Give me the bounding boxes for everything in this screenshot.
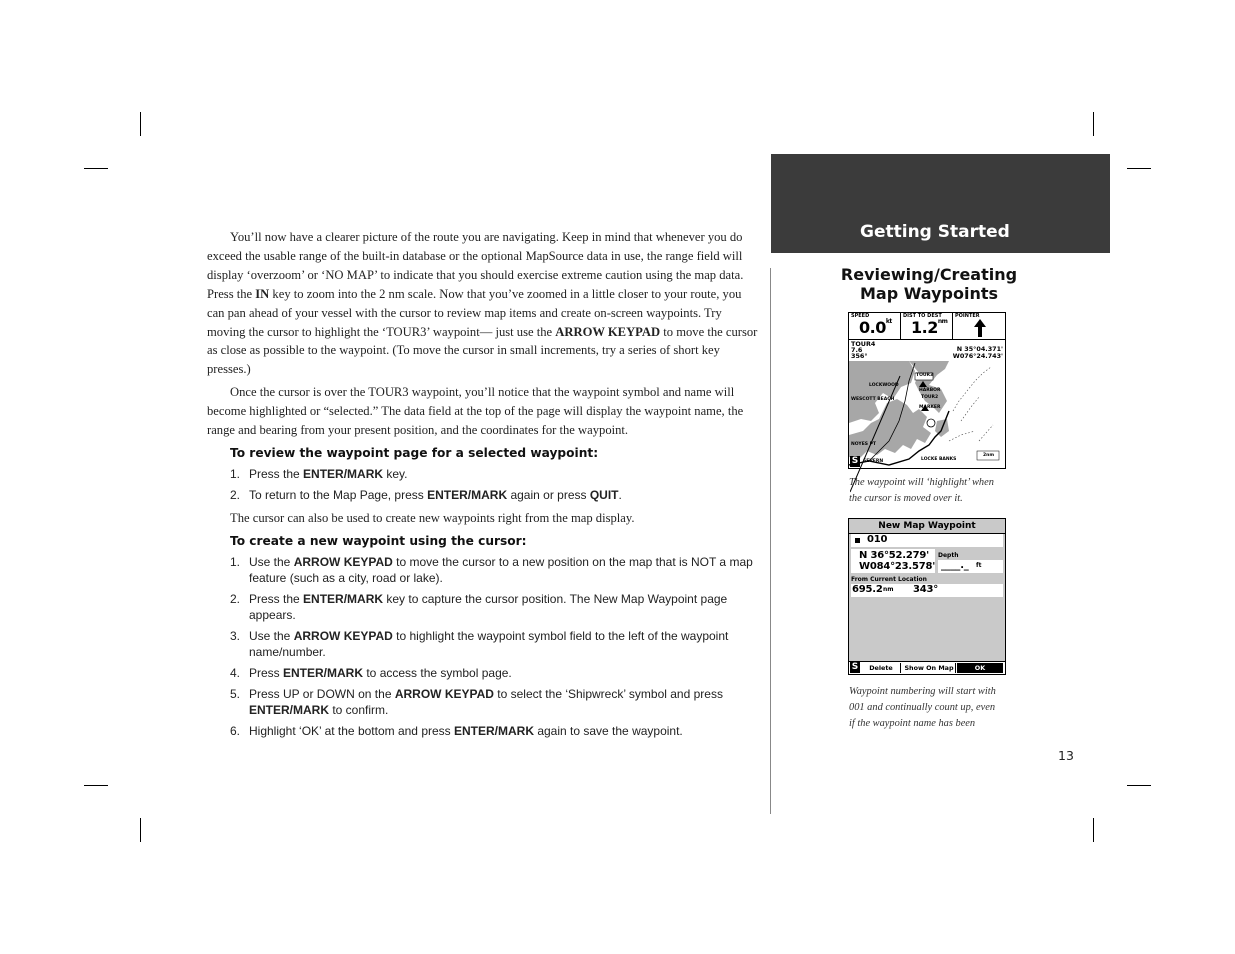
- step-text: Press the: [249, 591, 304, 606]
- step-key: ENTER/MARK: [283, 665, 364, 680]
- depth-label: Depth: [938, 552, 959, 559]
- waypoint-lat: N 36°52.279': [859, 550, 930, 561]
- review-steps-list: [207, 466, 759, 503]
- map-label: WESCOTT BEACH: [851, 397, 895, 402]
- status-badge: S: [851, 662, 859, 672]
- distance-unit: nm: [883, 586, 894, 593]
- waypoint-info-bar: [849, 339, 1005, 362]
- list-item: [207, 466, 759, 482]
- list-item: [207, 665, 759, 681]
- bearing-value: 343°: [913, 584, 939, 595]
- speed-value: 0.0: [859, 318, 886, 337]
- create-waypoint-heading: To create a new waypoint using the cursor:: [230, 533, 527, 548]
- step-key: ENTER/MARK: [454, 723, 534, 738]
- step-text: To return to the Map Page, press: [249, 487, 428, 502]
- section-banner: [771, 154, 1110, 253]
- waypoint-lon: W084°23.578': [859, 561, 936, 572]
- page-number: 13: [1058, 748, 1074, 763]
- waypoint-lon: W076°24.743': [952, 352, 1003, 360]
- para1-text-d: to move the cursor as close as possible to the waypoint. (To move the cursor in small increments, try a series of short key presses.): [207, 324, 758, 377]
- arrow-keypad-label: ARROW KEYPAD: [555, 324, 661, 339]
- step-text: Press: [249, 665, 284, 680]
- step-text: to highlight the waypoint symbol field to the left of the waypoint name/number.: [249, 628, 729, 659]
- step-text: to select the ‘Shipwreck’ symbol and press: [493, 686, 723, 701]
- crop-mark-top-left-h: [84, 168, 108, 169]
- list-item: [207, 554, 759, 586]
- map-label: NOYES PT: [851, 442, 876, 447]
- crop-mark-bottom-left-h: [84, 785, 108, 786]
- numbering-caption: [849, 684, 1009, 732]
- step-text: Highlight ‘OK’ at the bottom and press: [249, 723, 454, 738]
- step-number: 2.: [230, 591, 241, 606]
- numbering-caption-line3: if the waypoint name has been: [849, 718, 976, 729]
- waypoint-symbol-icon: [855, 538, 860, 543]
- numbering-caption-line2: 001 and continually count up, even: [849, 702, 996, 713]
- list-item: [207, 628, 759, 660]
- map-label: TOUR2: [921, 395, 939, 400]
- speed-unit: kt: [885, 318, 892, 325]
- list-item: [207, 591, 759, 623]
- step-number: 5.: [230, 686, 241, 701]
- crop-mark-top-right-h: [1127, 168, 1151, 169]
- speed-field: [849, 313, 901, 339]
- sidebar-title-line2: Map Waypoints: [859, 284, 999, 303]
- in-key-label: IN: [255, 286, 270, 301]
- step-number: 2.: [230, 487, 241, 502]
- step-number: 1.: [230, 466, 241, 481]
- status-badge: S: [851, 456, 859, 466]
- depth-unit: ft: [976, 562, 982, 569]
- step-text: Press the: [249, 466, 304, 481]
- sidebar-title-line1: Reviewing/Creating: [840, 265, 1018, 284]
- position-box: [851, 549, 935, 573]
- delete-button[interactable]: Delete: [862, 663, 901, 673]
- map-label: SEVERN: [863, 459, 884, 464]
- waypoint-button-bar: [849, 661, 1005, 674]
- step-text: to confirm.: [329, 702, 389, 717]
- main-text-column: [207, 228, 759, 745]
- section-banner-title: Getting Started: [860, 222, 1010, 242]
- from-current-location-label: From Current Location: [851, 576, 927, 583]
- waypoint-name-row: [851, 534, 1003, 547]
- step-key: ARROW KEYPAD: [293, 554, 393, 569]
- review-waypoint-heading: To review the waypoint page for a selected waypoint:: [230, 445, 599, 460]
- step-text: Use the: [249, 628, 294, 643]
- numbering-caption-line1: Waypoint numbering will start with: [849, 686, 996, 697]
- distance-label: DIST TO DEST: [903, 313, 942, 319]
- range-bearing-row: [851, 584, 1003, 597]
- third-paragraph: The cursor can also be used to create new waypoints right from the map display.: [230, 510, 635, 525]
- waypoint-bearing: 356°: [851, 352, 868, 360]
- para1-text-c: key to zoom into the 2 nm scale. Now that you’ve zoomed in a little closer to your route, you can pan ahead of your vessel with the cursor to review map items and create on-screen waypoints. Try moving the cursor to highlight the ‘TOUR3’ waypoint— just use the: [207, 286, 742, 339]
- map-label: MARKER: [919, 405, 941, 410]
- step-number: 6.: [230, 723, 241, 738]
- step-text: Press UP or DOWN on the: [249, 686, 395, 701]
- step-text: again to save the waypoint.: [534, 723, 683, 738]
- waypoint-lat: N 35°04.371': [956, 345, 1003, 353]
- list-item: [207, 723, 759, 739]
- map-scale: 2nm: [983, 453, 995, 458]
- distance-value: 1.2: [911, 318, 938, 337]
- crop-mark-top-right-v: [1093, 112, 1094, 136]
- step-text: Use the: [249, 554, 294, 569]
- step-text: to access the symbol page.: [363, 665, 512, 680]
- new-waypoint-title: New Map Waypoint: [849, 519, 1005, 534]
- column-divider: [770, 268, 771, 814]
- ok-button[interactable]: OK: [957, 663, 1003, 673]
- step-key: ENTER/MARK: [249, 702, 329, 717]
- crop-mark-bottom-right-h: [1127, 785, 1151, 786]
- distance-field: [901, 313, 953, 339]
- create-steps-list: [207, 554, 759, 739]
- step-text: .: [618, 487, 622, 502]
- step-number: 1.: [230, 554, 241, 569]
- pointer-label: POINTER: [955, 313, 980, 319]
- distance-unit: nm: [937, 318, 948, 325]
- map-label: HARBOR: [919, 388, 941, 393]
- waypoint-range: 7.6: [851, 346, 863, 354]
- sidebar-title: [840, 265, 1018, 303]
- map-caption-line2: the cursor is moved over it.: [849, 493, 963, 504]
- pointer-arrow-icon: [973, 319, 987, 337]
- speed-label: SPEED: [851, 313, 870, 319]
- step-text: to move the cursor to a new position on the map that is NOT a map feature (such as a city, road or lake).: [249, 554, 753, 585]
- depth-box: [938, 560, 1003, 573]
- step-number: 3.: [230, 628, 241, 643]
- depth-value: ____._: [941, 560, 969, 571]
- step-key: QUIT: [589, 487, 619, 502]
- step-key: ARROW KEYPAD: [394, 686, 494, 701]
- list-item: [207, 686, 759, 718]
- map-label: LOCKWOOD: [869, 383, 899, 388]
- crop-mark-top-left-v: [140, 112, 141, 136]
- step-text: key.: [383, 466, 408, 481]
- step-key: ARROW KEYPAD: [293, 628, 393, 643]
- step-key: ENTER/MARK: [303, 591, 384, 606]
- step-text: again or press: [507, 487, 590, 502]
- crop-mark-bottom-right-v: [1093, 818, 1094, 842]
- second-paragraph: Once the cursor is over the TOUR3 waypoint, you’ll notice that the waypoint symbol and name will become highlighted or “selected.” The data field at the top of the page will display the waypoint name, the range and bearing from your present position, and the coordinates for the waypoint.: [207, 385, 744, 438]
- list-item: [207, 487, 759, 503]
- map-label: LOCKE BANKS: [921, 457, 957, 462]
- show-on-map-button[interactable]: Show On Map: [903, 663, 956, 673]
- map-label: TOUR3: [916, 373, 934, 378]
- distance-value: 695.2: [852, 584, 883, 595]
- crop-mark-bottom-left-v: [140, 818, 141, 842]
- pointer-field: [953, 313, 1005, 339]
- map-caption: [849, 475, 1009, 507]
- step-number: 4.: [230, 665, 241, 680]
- map-caption-line1: The waypoint will ‘highlight’ when: [849, 477, 994, 488]
- waypoint-name: TOUR4: [851, 340, 876, 348]
- step-key: ENTER/MARK: [427, 487, 508, 502]
- step-text: key to capture the cursor position. The New Map Waypoint page appears.: [249, 591, 728, 622]
- para1-text-a: You’ll now have a clearer picture of the route you are navigating. Keep in mind that whenever you do exceed the usable range of the built-in database or the optional MapSource data in use, the range field will display ‘overzoom’ or ‘NO MAP’ to indicate that you should exercise extreme caution using the map data. Press the: [207, 230, 744, 301]
- intro-paragraph: [207, 228, 759, 379]
- new-waypoint-screenshot: [848, 518, 1006, 675]
- step-key: ENTER/MARK: [303, 466, 384, 481]
- waypoint-number: 010: [867, 534, 888, 545]
